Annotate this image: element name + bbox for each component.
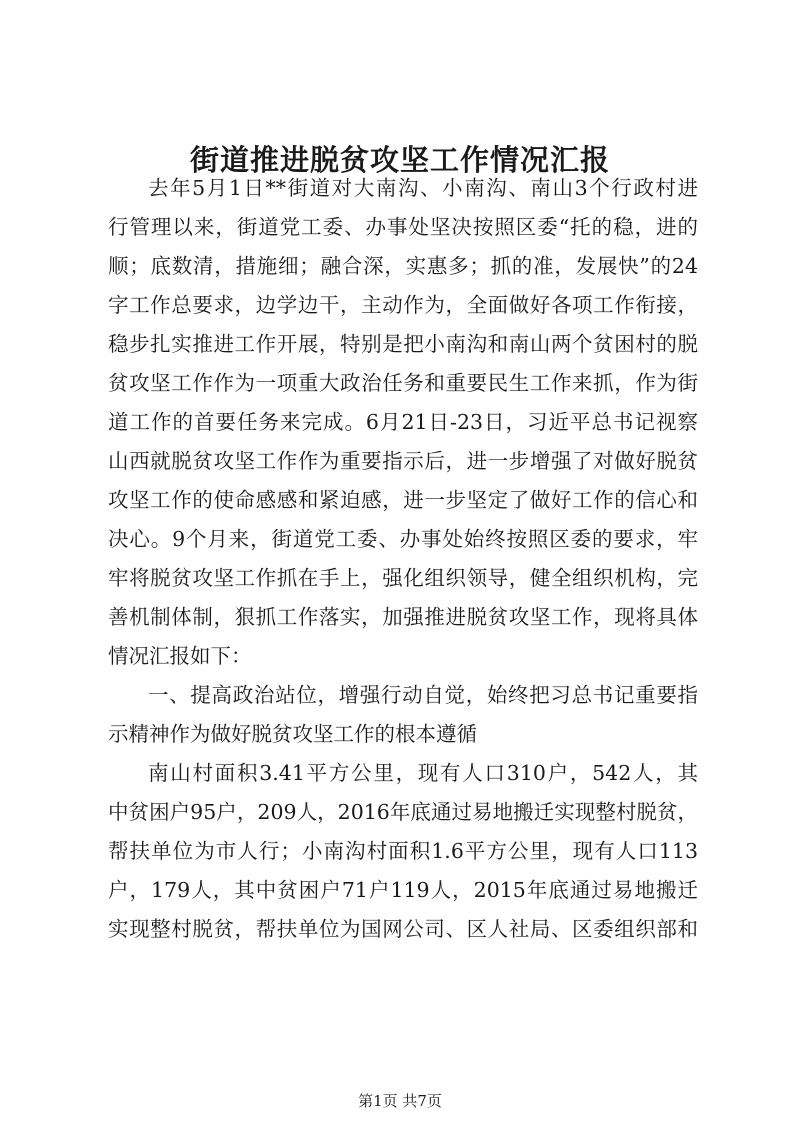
paragraph-line: 实现整村脱贫，帮扶单位为国网公司、区人社局、区委组织部和 — [108, 917, 698, 941]
paragraph-line: 户，179人，其中贫困户71户119人，2015年底通过易地搬迁 — [108, 878, 698, 902]
paragraph-line: 稳步扎实推进工作开展，特别是把小南沟和南山两个贫困村的脱 — [108, 332, 698, 356]
document-title: 街道推进脱贫攻坚工作情况汇报 — [189, 143, 610, 177]
paragraph-line: 攻坚工作的使命感感和紧迫感，进一步坚定了做好工作的信心和 — [108, 488, 698, 512]
paragraph-line: 字工作总要求，边学边干，主动作为，全面做好各项工作衔接， — [108, 293, 698, 317]
section-heading-line: 一、提高政治站位，增强行动自觉，始终把习总书记重要指 — [148, 683, 698, 707]
paragraph-line: 情况汇报如下： — [108, 644, 252, 668]
paragraph-line: 善机制体制，狠抓工作落实，加强推进脱贫攻坚工作，现将具体 — [108, 605, 698, 629]
paragraph-line: 山西就脱贫攻坚工作作为重要指示后，进一步增强了对做好脱贫 — [108, 449, 698, 473]
paragraph-line: 顺；底数清，措施细；融合深，实惠多；抓的准，发展快”的24 — [108, 254, 698, 278]
paragraph-line: 行管理以来，街道党工委、办事处坚决按照区委“托的稳，进的 — [108, 215, 698, 239]
paragraph-line: 牢将脱贫攻坚工作抓在手上，强化组织领导，健全组织机构，完 — [108, 566, 698, 590]
paragraph-line: 去年5月1日**街道对大南沟、小南沟、南山3个行政村进 — [148, 176, 698, 200]
paragraph-line: 道工作的首要任务来完成。6月21日-23日，习近平总书记视察 — [108, 410, 698, 434]
paragraph-line: 南山村面积3.41平方公里，现有人口310户，542人，其 — [148, 761, 698, 785]
paragraph-line: 决心。9个月来，街道党工委、办事处始终按照区委的要求，牢 — [108, 527, 698, 551]
section-heading-line: 示精神作为做好脱贫攻坚工作的根本遵循 — [108, 722, 477, 746]
paragraph-line: 中贫困户95户，209人，2016年底通过易地搬迁实现整村脱贫， — [108, 800, 698, 824]
paragraph-line: 贫攻坚工作作为一项重大政治任务和重要民生工作来抓，作为街 — [108, 371, 698, 395]
paragraph-line: 帮扶单位为市人行；小南沟村面积1.6平方公里，现有人口113 — [108, 839, 698, 863]
page-number-footer: 第1页 共7页 — [358, 1092, 442, 1110]
